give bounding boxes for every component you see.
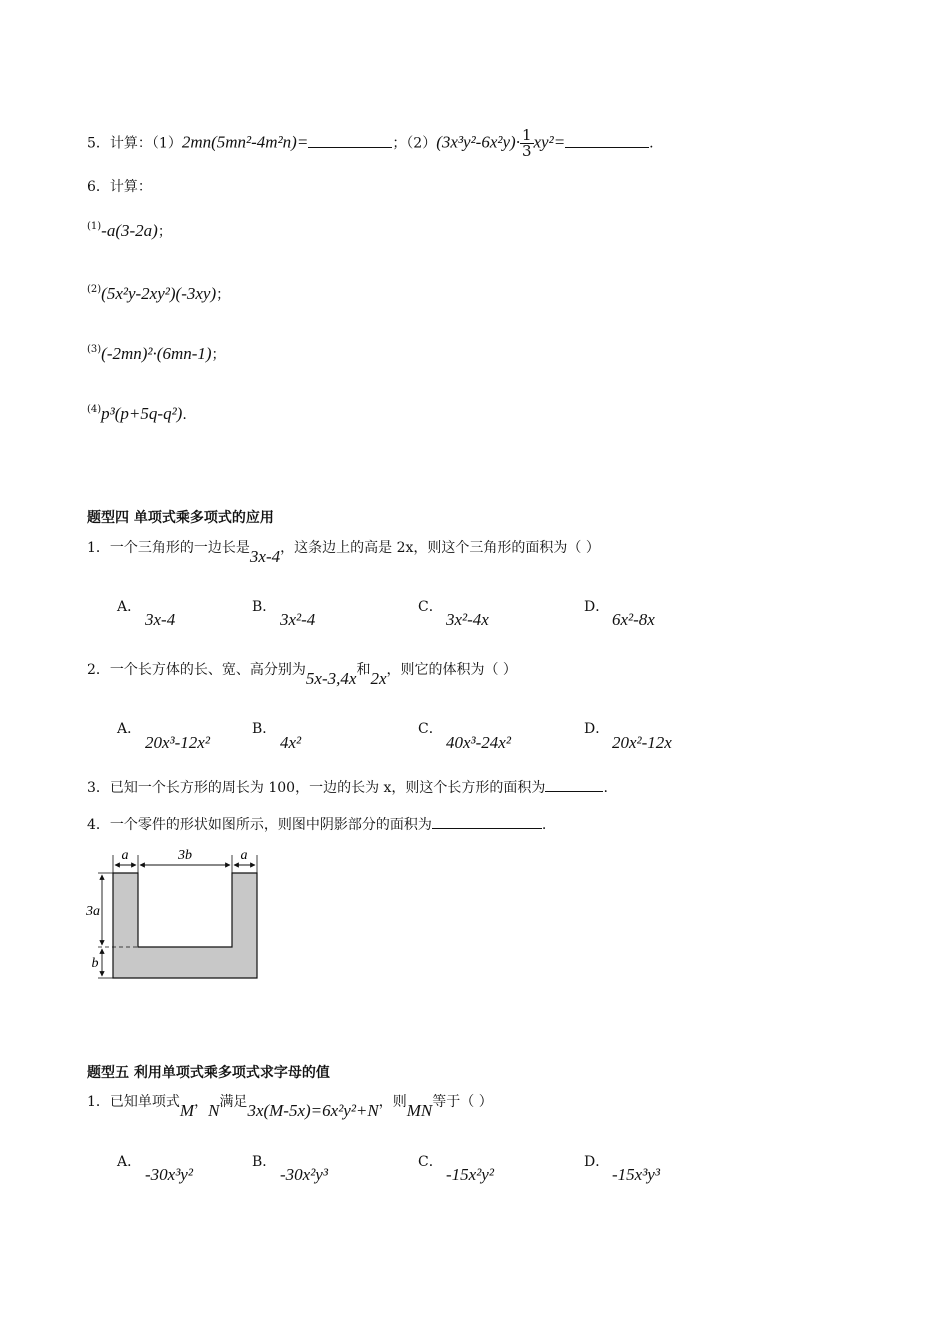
- q6-item-end: ；: [216, 287, 231, 303]
- s4-q1-expr: 3x-4: [249, 547, 281, 566]
- label-3b: 3b: [178, 848, 192, 863]
- q5-label: 5．计算：（1）: [87, 135, 182, 152]
- s5-q1-text-a: 1．已知单项式: [87, 1094, 180, 1110]
- q5-blank2[interactable]: [565, 147, 649, 148]
- option-label: D．: [584, 721, 610, 737]
- s4-q1-text-b: ，这条边上的高是 2x，则这个三角形的面积为（ ）: [280, 540, 600, 556]
- q6-item-1: [87, 222, 172, 239]
- s5-q1-option-a[interactable]: [117, 1155, 141, 1169]
- s5-q1-text-d: 等于（ ）: [432, 1094, 493, 1110]
- s4-q1-option-b-value: 3x²-4: [280, 610, 316, 629]
- s5-q1-option-c[interactable]: [418, 1155, 443, 1169]
- option-label: C．: [418, 1154, 443, 1170]
- s4-q1-option-d[interactable]: [584, 600, 609, 614]
- part-shape-figure: [80, 845, 270, 985]
- s4-q1-option-c-value: 3x²-4x: [446, 610, 489, 629]
- s4-q4-blank[interactable]: [432, 828, 542, 829]
- s4-q4-end: .: [541, 817, 547, 833]
- q5-frac-den: 3: [521, 142, 532, 160]
- s4-q1-option-c[interactable]: [418, 600, 443, 614]
- q5-expr2-left: (3x³y²-6x²y)·: [436, 132, 520, 152]
- s5-q1-option-d-value: -15x³y³: [612, 1165, 660, 1184]
- shaded-region: [113, 873, 257, 978]
- option-label: C．: [418, 599, 443, 615]
- s4-q2-expr-b: 2x: [370, 669, 387, 688]
- s4-q4: [87, 818, 546, 832]
- q5-line: [87, 128, 654, 159]
- s5-q1-text-c: ，则: [378, 1094, 407, 1110]
- s4-q2-option-c[interactable]: [418, 722, 443, 736]
- s5-q1-option-b-value: -30x²y³: [280, 1165, 328, 1184]
- s4-q2-stem: [87, 660, 517, 688]
- q5-fraction: [520, 128, 534, 159]
- s4-q2-option-b-value: 4x²: [280, 733, 302, 752]
- section4-heading: 题型四 单项式乘多项式的应用: [87, 510, 274, 526]
- q5-sep: ；（2）: [392, 135, 437, 152]
- s4-q4-text: 4．一个零件的形状如图所示，则图中阴影部分的面积为: [87, 817, 432, 833]
- q6-title: 6．计算：: [87, 179, 152, 195]
- section5-heading: 题型五 利用单项式乘多项式求字母的值: [87, 1065, 330, 1081]
- q6-item-expr: p³(p+5q-q²): [101, 404, 183, 423]
- option-label: B．: [252, 599, 277, 615]
- s4-q2-text-a: 2．一个长方体的长、宽、高分别为: [87, 662, 306, 678]
- s5-q1-option-a-value: -30x³y²: [145, 1165, 193, 1184]
- s4-q2-option-d[interactable]: [584, 722, 609, 736]
- s5-q1-mn: MN: [406, 1101, 433, 1120]
- q6-item-expr: -a(3-2a): [101, 221, 158, 240]
- option-label: A．: [117, 1154, 142, 1170]
- q5-end: .: [649, 135, 654, 152]
- option-label: D．: [584, 599, 610, 615]
- s5-q1-text-b: 满足: [219, 1094, 248, 1110]
- s4-q1-option-a-value: 3x-4: [145, 610, 176, 629]
- s4-q3-end: .: [603, 780, 608, 796]
- s5-q1-n: N: [208, 1101, 220, 1120]
- q6-item-end: ；: [157, 224, 172, 240]
- s4-q2-option-d-value: 20x²-12x: [612, 733, 672, 752]
- q5-expr2-right: xy²=: [533, 132, 566, 152]
- q6-item-end: ；: [211, 347, 226, 363]
- s4-q1-stem: [87, 538, 600, 566]
- s4-q2-text-b: 和: [356, 662, 371, 678]
- s5-q1-m: M: [179, 1101, 195, 1120]
- s4-q2-text-c: ，则它的体积为（ ）: [386, 662, 517, 678]
- option-label: B．: [252, 721, 277, 737]
- option-label: A．: [117, 599, 142, 615]
- option-label: C．: [418, 721, 443, 737]
- q6-item-num: (2): [87, 284, 102, 295]
- q6-item-expr: (5x²y-2xy²)(-3xy): [101, 284, 217, 303]
- q5-frac-num: 1: [521, 126, 532, 144]
- s5-q1-stem: [87, 1092, 493, 1120]
- s4-q2-option-a-value: 20x³-12x²: [145, 733, 210, 752]
- q6-item-4: [87, 405, 187, 422]
- s5-q1-comma: ，: [194, 1094, 209, 1110]
- q6-item-expr: (-2mn)²·(6mn-1): [101, 344, 212, 363]
- s4-q3: [87, 781, 608, 795]
- s4-q2-option-c-value: 40x³-24x²: [446, 733, 511, 752]
- label-a-right: a: [240, 848, 248, 863]
- s4-q3-blank[interactable]: [545, 791, 603, 792]
- s4-q1-option-b[interactable]: [252, 600, 276, 614]
- q6-item-3: [87, 345, 226, 362]
- q5-expr1: 2mn(5mn²-4m²n)=: [181, 132, 309, 152]
- s4-q2-option-a[interactable]: [117, 722, 141, 736]
- s4-q1-option-d-value: 6x²-8x: [612, 610, 655, 629]
- s4-q2-expr-a: 5x-3,4x: [305, 669, 357, 688]
- option-label: D．: [584, 1154, 610, 1170]
- label-a-left: a: [121, 848, 129, 863]
- q6-item-end: .: [182, 407, 187, 423]
- label-3a: 3a: [86, 904, 100, 919]
- q6-item-num: (3): [87, 344, 102, 355]
- s5-q1-expr: 3x(M-5x)=6x²y²+N: [247, 1101, 379, 1120]
- q5-blank1[interactable]: [308, 147, 392, 148]
- s5-q1-option-d[interactable]: [584, 1155, 609, 1169]
- s4-q1-option-a[interactable]: [117, 600, 141, 614]
- q6-item-2: [87, 285, 230, 302]
- q6-item-num: (4): [87, 404, 102, 415]
- s5-q1-option-c-value: -15x²y²: [446, 1165, 494, 1184]
- q6-item-num: (1): [87, 221, 102, 232]
- label-b: b: [91, 956, 99, 971]
- option-label: A．: [117, 721, 142, 737]
- s4-q3-text: 3．已知一个长方形的周长为 100，一边的长为 x，则这个长方形的面积为: [87, 780, 546, 796]
- s4-q2-option-b[interactable]: [252, 722, 276, 736]
- s4-q1-text-a: 1．一个三角形的一边长是: [87, 540, 250, 556]
- s5-q1-option-b[interactable]: [252, 1155, 276, 1169]
- option-label: B．: [252, 1154, 277, 1170]
